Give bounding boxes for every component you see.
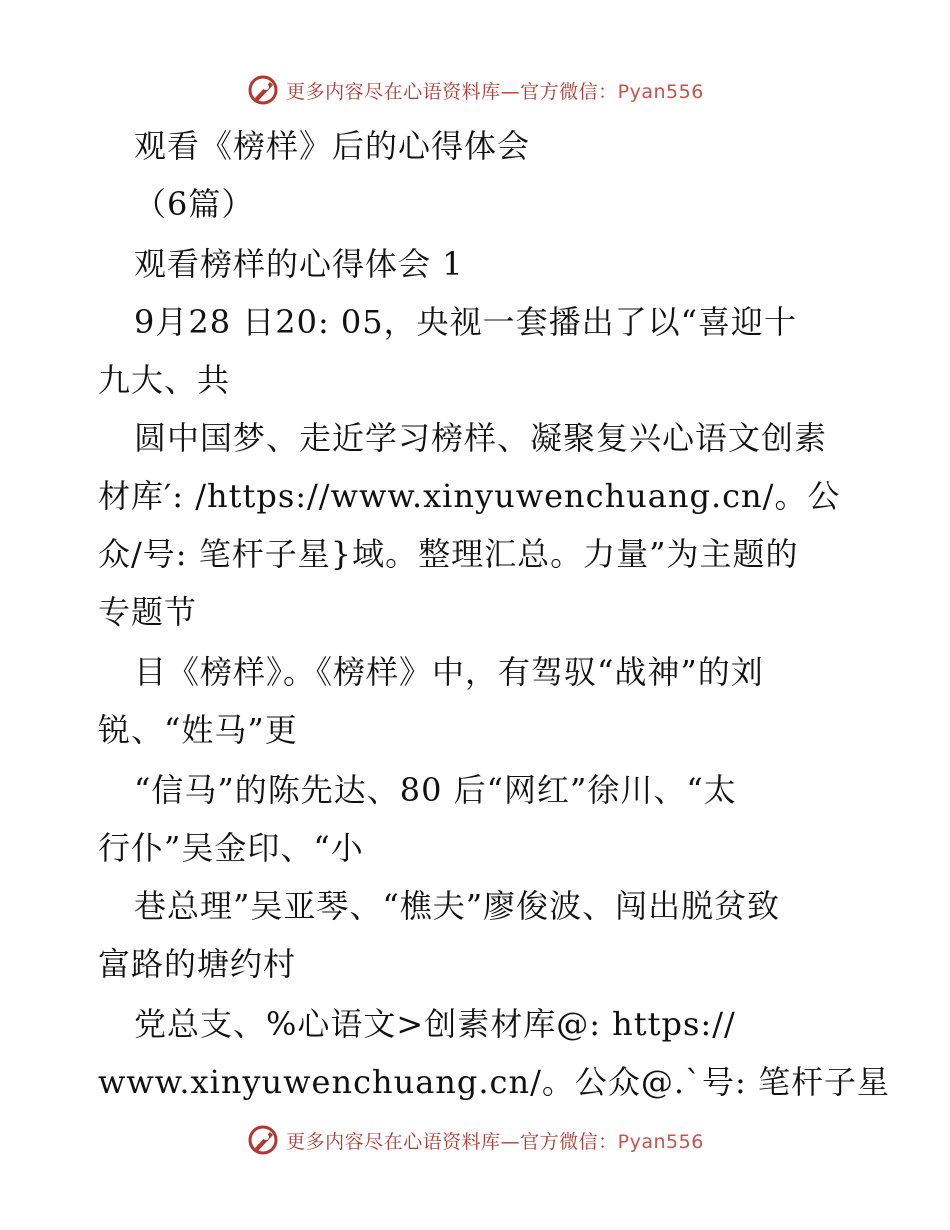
watermark-handle: Pyan556	[617, 1130, 704, 1153]
text-line: 富路的塘约村	[98, 945, 297, 983]
watermark-text: 更多内容尽在心语资料库—官方微信：	[286, 1130, 618, 1153]
text-line: 众/号: 笔杆子星}域。整理汇总。力量”为主题的	[98, 535, 799, 573]
watermark-handle: Pyan556	[617, 80, 704, 103]
text-line: 九大、共	[98, 361, 231, 399]
text-line: 目《榜样》。《榜样》中，有驾驭“战神”的刘	[134, 653, 764, 691]
text-line: 专题节	[98, 593, 198, 631]
text-line: 行仆”吴金印、“小	[98, 829, 364, 867]
watermark-text: 更多内容尽在心语资料库—官方微信：	[286, 80, 618, 103]
text-line: 巷总理”吴亚琴、“樵夫”廖俊波、闯出脱贫致	[134, 887, 781, 925]
text-line: 圆中国梦、走近学习榜样、凝聚复兴心语文创素	[134, 419, 828, 457]
section-heading: 观看榜样的心得体会 1	[134, 245, 464, 283]
pen-logo-icon	[246, 73, 280, 107]
footer-watermark	[0, 1120, 950, 1160]
text-line: 党总支、%心语文>创素材库@: https://	[134, 1005, 736, 1043]
pen-logo-icon	[246, 1123, 280, 1157]
text-line: 锐、“姓马”更	[98, 711, 298, 749]
header-watermark	[0, 70, 950, 110]
text-line: 9月28 日20: 05，央视一套播出了以“喜迎十	[134, 303, 798, 341]
text-line: “信马”的陈先达、80 后“网红”徐川、“太	[134, 771, 737, 809]
text-line: 材库′: /https://www.xinyuwenchuang.cn/。公	[98, 477, 841, 515]
document-title: 观看《榜样》后的心得体会	[134, 127, 531, 165]
text-line: www.xinyuwenchuang.cn/。公众@.`号: 笔杆子星	[98, 1063, 890, 1101]
document-subtitle: （6篇）	[134, 185, 255, 223]
